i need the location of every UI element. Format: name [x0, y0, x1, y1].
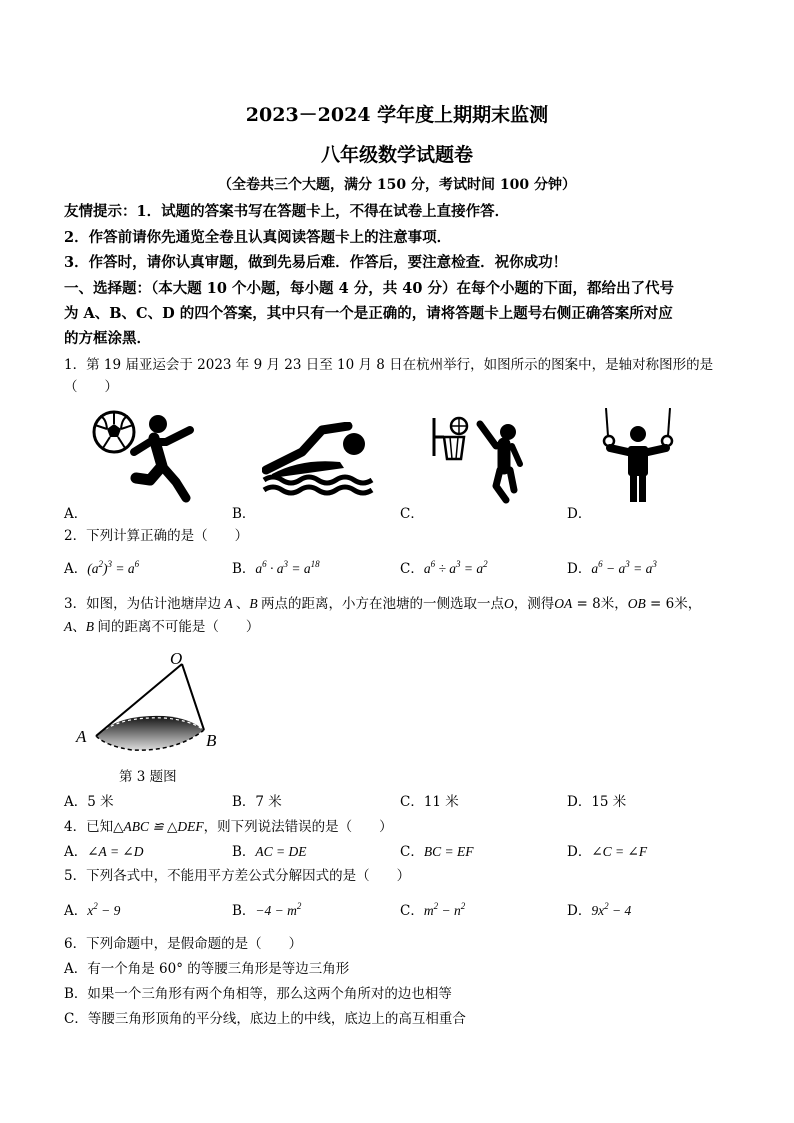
q2-option-d: D．$a^6 - a^3 = a^3$ [567, 559, 657, 577]
q3-stem-line2: A、B 间的距离不可能是（ ） [64, 619, 260, 635]
q2-option-b-label: B． [232, 561, 256, 577]
page-title: 2023－2024 学年度上期期末监测 [245, 104, 549, 126]
section1-line3: 的方框涂黑． [64, 330, 151, 347]
q3-pond-triangle-figure [72, 648, 232, 758]
basketball-player-icon [430, 412, 530, 504]
q2-stem: 2．下列计算正确的是（ ） [64, 528, 249, 544]
soccer-player-icon [92, 408, 196, 504]
section1-line2: 为 A、B、C、D 的四个答案，其中只有一个是正确的，请将答题卡上题号右侧正确答案所对应 [64, 305, 673, 322]
gymnast-rings-icon [598, 408, 678, 504]
q2-option-d-label: D． [567, 561, 592, 577]
q2-option-c-label: C． [400, 561, 424, 577]
q4-option-b: B．AC = DE [232, 844, 307, 860]
q2-option-c: C．$a^6 \div a^3 = a^2$ [400, 559, 488, 577]
q2-option-a: A．$(a^2)^3 = a^6$ [64, 559, 140, 577]
q3-label-o: O [170, 649, 183, 668]
q3-stem-line1: 3．如图，为估计池塘岸边 A 、B 两点的距离，小方在池塘的一侧选取一点O，测得OA = 8米，OB = 6米， [64, 596, 702, 612]
q1-option-a-label: A． [64, 506, 88, 522]
q1-stem-line1: 1．第 19 届亚运会于 2023 年 9 月 23 日至 10 月 8 日在杭州举行，如图所示的图案中，是轴对称图形的是 [64, 357, 714, 373]
q1-option-d-label: D． [567, 506, 592, 522]
q3-label-b: B [206, 731, 217, 750]
q2-option-a-label: A． [64, 561, 88, 577]
q6-stem: 6．下列命题中，是假命题的是（ ） [64, 936, 303, 952]
q1-option-c-label: C． [400, 506, 424, 522]
tip-3: 3．作答时，请你认真审题，做到先易后难．作答后，要注意检查．祝你成功！ [64, 254, 568, 271]
q3-option-a: A．5 米 [64, 794, 114, 810]
q3-option-b: B．7 米 [232, 794, 282, 810]
q3-figure-caption: 第 3 题图 [119, 769, 177, 785]
q5-option-b: B．$-4 - m^2$ [232, 901, 302, 919]
q4-option-c: C．BC = EF [400, 844, 474, 860]
q4-option-a: A．∠A = ∠D [64, 844, 144, 860]
q2-option-b: B．$a^6 \cdot a^3 = a^{18}$ [232, 559, 320, 577]
tip-2: 2．作答前请你先通览全卷且认真阅读答题卡上的注意事项． [64, 229, 452, 246]
q3-option-c: C．11 米 [400, 794, 459, 810]
exam-note: （全卷共三个大题，满分 150 分，考试时间 100 分钟） [218, 177, 576, 193]
q3-option-d: D．15 米 [567, 794, 627, 810]
swimmer-icon [262, 422, 382, 502]
q5-option-d: D．$9x^2 - 4$ [567, 901, 632, 919]
q6-option-a: A．有一个角是 60° 的等腰三角形是等边三角形 [64, 961, 350, 977]
q4-option-d: D．∠C = ∠F [567, 844, 648, 860]
tip-1: 友情提示：1．试题的答案书写在答题卡上，不得在试卷上直接作答． [64, 203, 510, 220]
q5-option-a: A．$x^2 - 9$ [64, 901, 121, 919]
q1-option-b-label: B． [232, 506, 256, 522]
q3-label-a: A [76, 727, 87, 746]
exam-subtitle: 八年级数学试题卷 [320, 144, 473, 166]
q5-stem: 5．下列各式中，不能用平方差公式分解因式的是（ ） [64, 868, 411, 884]
q4-stem: 4．已知△ABC ≌ △DEF，则下列说法错误的是（ ） [64, 819, 393, 835]
q6-option-b: B．如果一个三角形有两个角相等，那么这两个角所对的边也相等 [64, 986, 452, 1002]
section1-line1: 一、选择题：（本大题 10 个小题，每小题 4 分，共 40 分）在每个小题的下面，都给出了代号 [64, 280, 674, 297]
q5-option-c: C．$m^2 - n^2$ [400, 901, 466, 919]
q6-option-c: C．等腰三角形顶角的平分线，底边上的中线，底边上的高互相重合 [64, 1011, 466, 1027]
q1-stem-line2: （ ） [64, 379, 118, 395]
